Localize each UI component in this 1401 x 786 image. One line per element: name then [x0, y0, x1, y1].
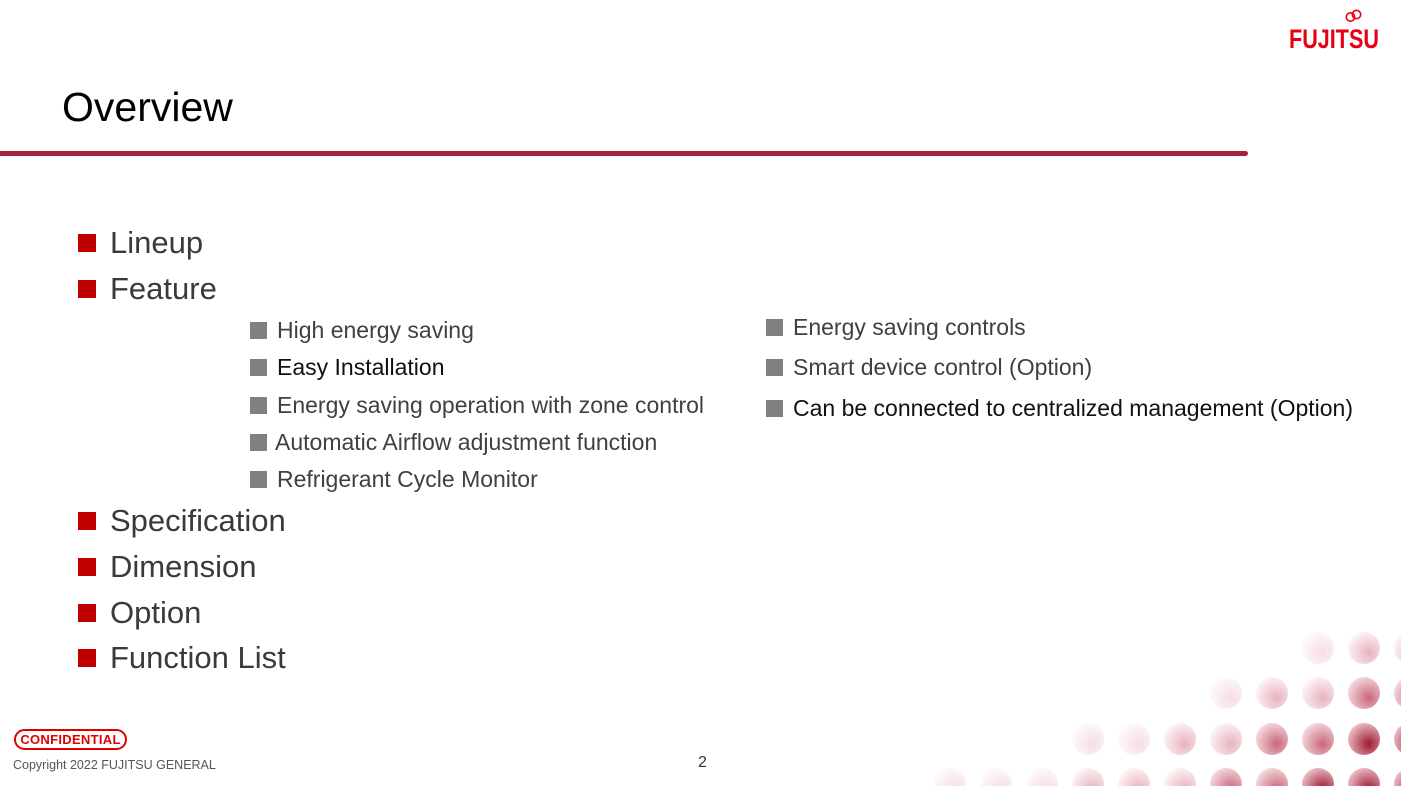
- feature-item: [766, 314, 1026, 341]
- red-square-bullet-icon: [78, 512, 96, 530]
- outline-item-option: [78, 595, 201, 631]
- page-number: 2: [698, 754, 707, 771]
- feature-item-label: Energy saving controls: [793, 314, 1026, 340]
- feature-item: [250, 466, 538, 493]
- outline-item-function-list: [78, 640, 286, 676]
- feature-item: [766, 395, 1353, 422]
- gray-square-bullet-icon: [766, 359, 783, 376]
- outline-item-feature: [78, 271, 217, 307]
- gray-square-bullet-icon: [250, 359, 267, 376]
- red-square-bullet-icon: [78, 558, 96, 576]
- red-square-bullet-icon: [78, 280, 96, 298]
- gray-square-bullet-icon: [766, 319, 783, 336]
- gray-square-bullet-icon: [766, 400, 783, 417]
- feature-item-label: Refrigerant Cycle Monitor: [277, 466, 538, 492]
- fujitsu-logo: [1289, 8, 1381, 56]
- outline-item-lineup: [78, 225, 203, 261]
- outline-item-label: Specification: [110, 503, 286, 538]
- feature-item: [250, 354, 444, 381]
- svg-text:FUJITSU: FUJITSU: [1289, 24, 1379, 54]
- outline-item-dimension: [78, 549, 256, 585]
- confidential-badge: CONFIDENTIAL: [14, 729, 127, 750]
- slide-title: Overview: [62, 84, 233, 130]
- feature-item: [250, 429, 657, 456]
- outline-item-label: Function List: [110, 640, 286, 675]
- feature-item-label: Easy Installation: [277, 354, 445, 380]
- title-divider: [0, 151, 1248, 156]
- feature-item-label: High energy saving: [277, 317, 474, 343]
- feature-item: [766, 354, 1092, 381]
- outline-item-label: Dimension: [110, 549, 257, 584]
- outline-item-label: Lineup: [110, 225, 204, 260]
- decorative-dot-pattern: [900, 600, 1401, 786]
- red-square-bullet-icon: [78, 649, 96, 667]
- feature-item-label: Automatic Airflow adjustment function: [275, 429, 658, 455]
- outline-item-specification: [78, 503, 286, 539]
- copyright-text: Copyright 2022 FUJITSU GENERAL: [13, 758, 216, 772]
- feature-item: [250, 392, 704, 419]
- feature-item-label: Can be connected to centralized management (Option): [793, 395, 1353, 421]
- gray-square-bullet-icon: [250, 434, 267, 451]
- red-square-bullet-icon: [78, 604, 96, 622]
- gray-square-bullet-icon: [250, 322, 267, 339]
- outline-item-label: Feature: [110, 271, 217, 306]
- gray-square-bullet-icon: [250, 397, 267, 414]
- feature-item: [250, 317, 474, 344]
- red-square-bullet-icon: [78, 234, 96, 252]
- outline-item-label: Option: [110, 595, 202, 630]
- feature-item-label: Smart device control (Option): [793, 354, 1093, 380]
- feature-item-label: Energy saving operation with zone control: [277, 392, 705, 418]
- gray-square-bullet-icon: [250, 471, 267, 488]
